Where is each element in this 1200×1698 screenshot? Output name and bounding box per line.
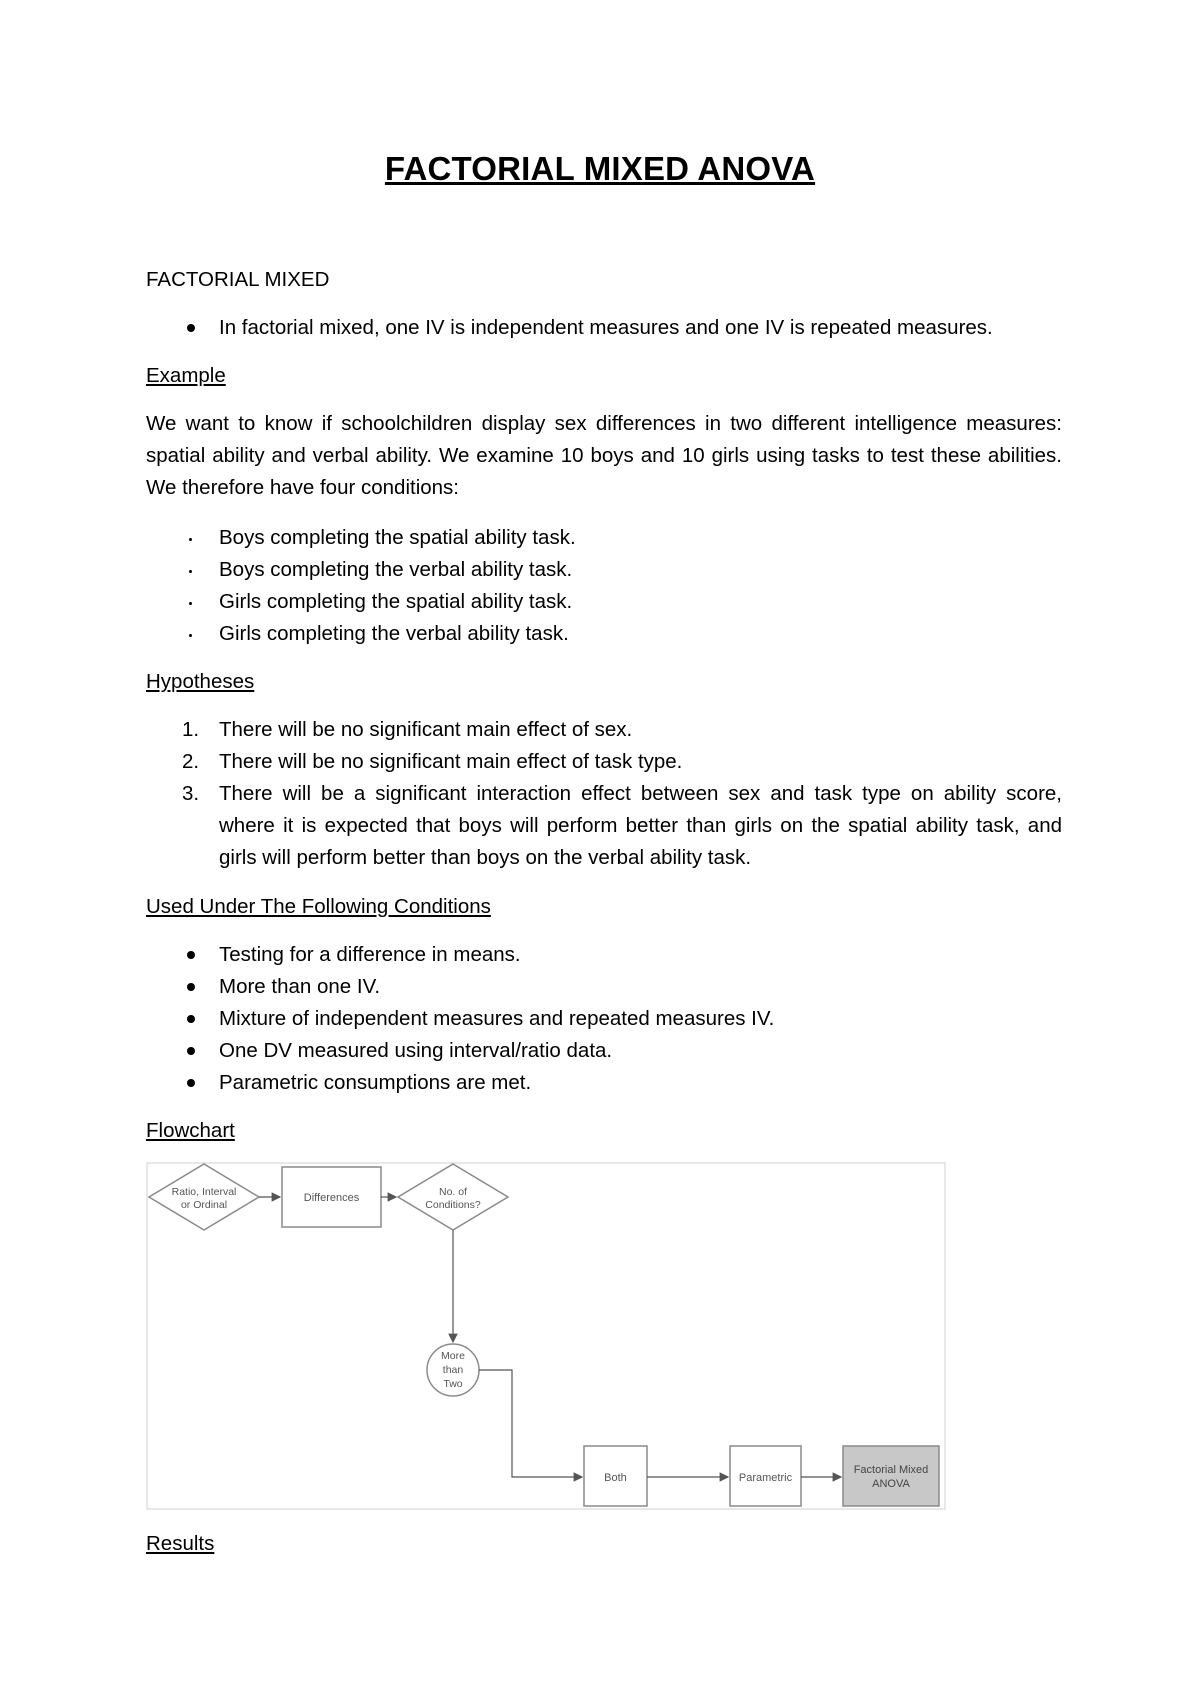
- bullet-icon: [187, 324, 195, 332]
- intro-bullet-text: In factorial mixed, one IV is independent measures and one IV is repeated measures.: [219, 316, 993, 339]
- differences-label: Differences: [303, 1192, 360, 1204]
- condition-bullet: Testing for a difference in means.: [219, 943, 521, 966]
- ratio-label: or Ordinal: [180, 1199, 228, 1211]
- condition-item: Boys completing the verbal ability task.: [219, 558, 573, 581]
- result-label: Factorial Mixed: [853, 1464, 929, 1476]
- list-number: 1.: [182, 718, 200, 741]
- conditions-label: No. of: [438, 1186, 468, 1198]
- example-heading: Example: [146, 364, 226, 387]
- list-number: 2.: [182, 750, 200, 773]
- condition-bullet: More than one IV.: [219, 975, 381, 998]
- hypothesis-item: There will be a significant interaction effect between sex and task type on ability score, where it is expected that boys will perform better than girls on the spatial ability task, and girls will perform better than boys on the verbal ability task.: [219, 782, 1062, 869]
- section-heading: FACTORIAL MIXED: [146, 268, 330, 291]
- middot-icon: [189, 570, 192, 573]
- both-label: Both: [604, 1472, 627, 1484]
- flowchart-frame: [147, 1163, 945, 1509]
- hypothesis-item: There will be no significant main effect of sex.: [219, 718, 633, 741]
- results-heading: Results: [146, 1532, 215, 1555]
- bullet-icon: [187, 951, 195, 959]
- middot-icon: [189, 602, 192, 605]
- conditions-heading: Used Under The Following Conditions: [146, 895, 491, 918]
- condition-bullet: Mixture of independent measures and repeated measures IV.: [219, 1007, 775, 1030]
- result-label: ANOVA: [872, 1478, 910, 1490]
- example-paragraph: We want to know if schoolchildren display sex differences in two different intelligence measures: spatial ability and verbal ability. We examine 10 boys and 10 girls using tasks to test these abilities. We therefore have four conditions:: [146, 412, 1062, 499]
- bullet-icon: [187, 1047, 195, 1055]
- bullet-icon: [187, 983, 195, 991]
- condition-bullet: Parametric consumptions are met.: [219, 1071, 532, 1094]
- condition-item: Girls completing the spatial ability task.: [219, 590, 573, 613]
- parametric-label: Parametric: [738, 1472, 793, 1484]
- flowchart-image: [146, 1162, 946, 1510]
- list-number: 3.: [182, 782, 200, 805]
- more-label: Two: [443, 1378, 463, 1390]
- hypothesis-item: There will be no significant main effect of task type.: [219, 750, 683, 773]
- middot-icon: [189, 538, 192, 541]
- more-label: than: [442, 1364, 464, 1376]
- result-node: [843, 1446, 939, 1506]
- middot-icon: [189, 634, 192, 637]
- ratio-label: Ratio, Interval: [171, 1186, 237, 1198]
- bullet-icon: [187, 1079, 195, 1087]
- condition-item: Girls completing the verbal ability task.: [219, 622, 569, 645]
- conditions-label: Conditions?: [425, 1199, 481, 1211]
- condition-bullet: One DV measured using interval/ratio data.: [219, 1039, 613, 1062]
- bullet-icon: [187, 1015, 195, 1023]
- condition-item: Boys completing the spatial ability task.: [219, 526, 576, 549]
- flowchart-heading: Flowchart: [146, 1119, 235, 1142]
- hypotheses-heading: Hypotheses: [146, 670, 255, 693]
- more-label: More: [441, 1350, 465, 1362]
- page-title: FACTORIAL MIXED ANOVA: [384, 150, 816, 187]
